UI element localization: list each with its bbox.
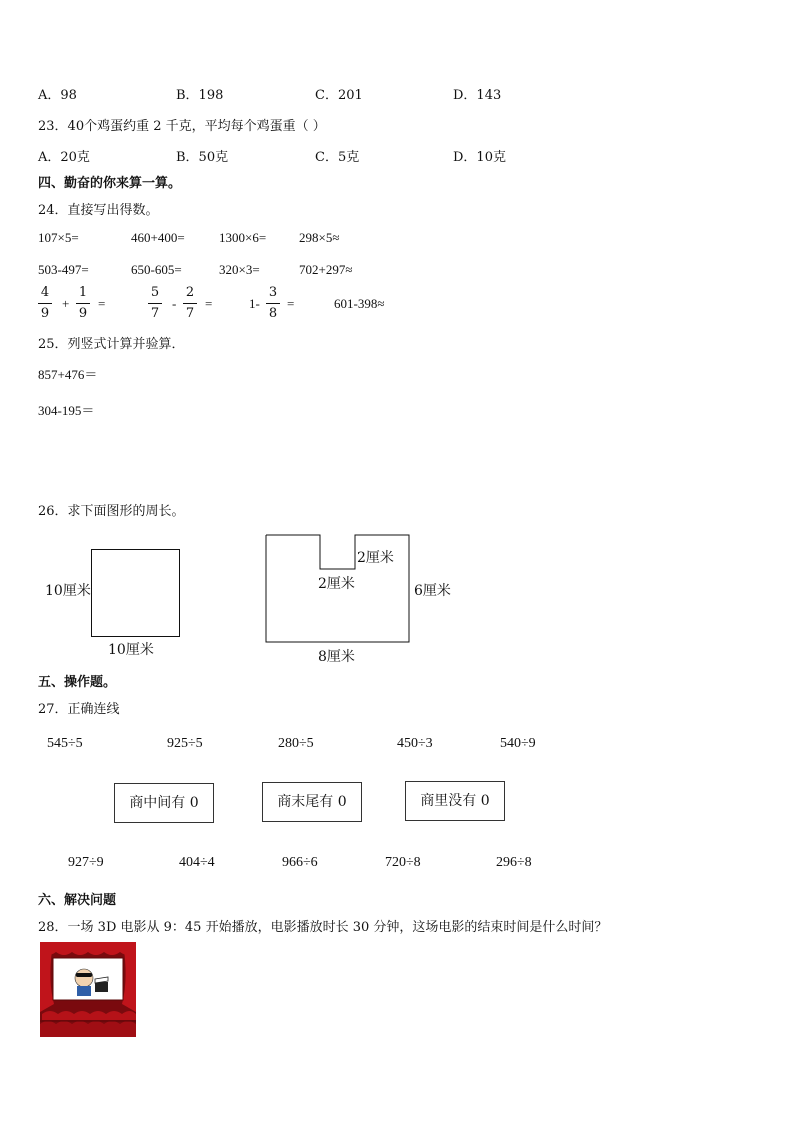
q24-r2-c2: 650-605= [131,262,182,277]
q27-bottom-3: 966÷6 [282,855,318,870]
plus-sign: + [62,296,70,311]
q22-option-d: D．143 [453,88,502,103]
q27-bottom-4: 720÷8 [385,855,421,870]
q27-title: 27．正确连线 [38,702,120,717]
q24-r1-c2: 460+400= [131,230,185,245]
fraction-numerator: 1 [78,285,88,300]
section-6-title: 六、解决问题 [38,893,117,908]
q27-top-4: 450÷3 [397,736,433,751]
fraction-numerator: 4 [40,285,50,300]
fraction-denominator: 9 [78,306,88,321]
fraction-numerator: 3 [268,285,278,300]
equals-sign: = [287,296,295,311]
q22-option-a: A．98 [38,88,77,103]
minus-sign: - [172,296,177,311]
q24-r2-c1: 503-497= [38,262,89,277]
notch-width-label: 2厘米 [357,550,394,566]
q24-title: 24．直接写出得数。 [38,203,159,218]
fraction-denominator: 9 [40,306,50,321]
q23-option-a: A．20克 [38,150,90,165]
q27-top-3: 280÷5 [278,736,314,751]
q23-option-c: C．5克 [315,150,360,165]
square-side-label: 10厘米 [45,583,91,599]
character-head [75,969,93,987]
square-bottom-label: 10厘米 [108,642,154,658]
q27-top-2: 925÷5 [167,736,203,751]
fraction-denominator: 7 [185,306,195,321]
q23-question: 23．40个鸡蛋约重 2 千克，平均每个鸡蛋重（ ） [38,119,326,134]
q24-r3-c4: 601-398≈ [334,296,385,311]
section-4-title: 四、勤奋的你来算一算。 [38,176,182,191]
cinema-illustration [40,942,136,1037]
fraction-denominator: 7 [150,306,160,321]
q24-r1-c3: 1300×6= [219,230,267,245]
q24-r2-c3: 320×3= [219,262,260,277]
q23-option-d: D．10克 [453,150,506,165]
q24-r1-c4: 298×5≈ [299,230,340,245]
clapperboard-icon [95,982,108,992]
q27-top-1: 545÷5 [47,736,83,751]
category-box-middle-zero[interactable]: 商中间有 0 [114,783,214,823]
q25-item-1: 857+476＝ [38,367,98,382]
category-box-trailing-zero[interactable]: 商末尾有 0 [262,782,362,822]
q22-option-c: C．201 [315,88,363,103]
q27-bottom-2: 404÷4 [179,855,215,870]
q24-r1-c1: 107×5= [38,230,79,245]
q24-r2-c4: 702+297≈ [299,262,353,277]
q22-option-b: B．198 [176,88,224,103]
sunglasses [76,973,92,977]
fraction-denominator: 8 [268,306,278,321]
q28-question: 28．一场 3D 电影从 9：45 开始播放，电影播放时长 30 分钟，这场电影的结束时间是什么时间？ [38,920,608,935]
q27-bottom-1: 927÷9 [68,855,104,870]
q27-bottom-5: 296÷8 [496,855,532,870]
notch-depth-label: 2厘米 [318,576,355,592]
category-box-no-zero[interactable]: 商里没有 0 [405,781,505,821]
equals-sign: = [205,296,213,311]
fraction-numerator: 5 [150,285,160,300]
fraction-numerator: 2 [185,285,195,300]
shape-bottom-label: 8厘米 [318,649,355,665]
theater-seats [40,1011,136,1037]
q23-option-b: B．50克 [176,150,229,165]
section-5-title: 五、操作题。 [38,675,117,690]
q25-item-2: 304-195＝ [38,403,95,418]
character-body [77,986,91,996]
q27-top-5: 540÷9 [500,736,536,751]
one-minus: 1- [249,296,260,311]
q25-title: 25．列竖式计算并验算． [38,337,185,352]
q26-title: 26．求下面图形的周长。 [38,504,185,519]
equals-sign: = [98,296,106,311]
shape-height-label: 6厘米 [414,583,451,599]
